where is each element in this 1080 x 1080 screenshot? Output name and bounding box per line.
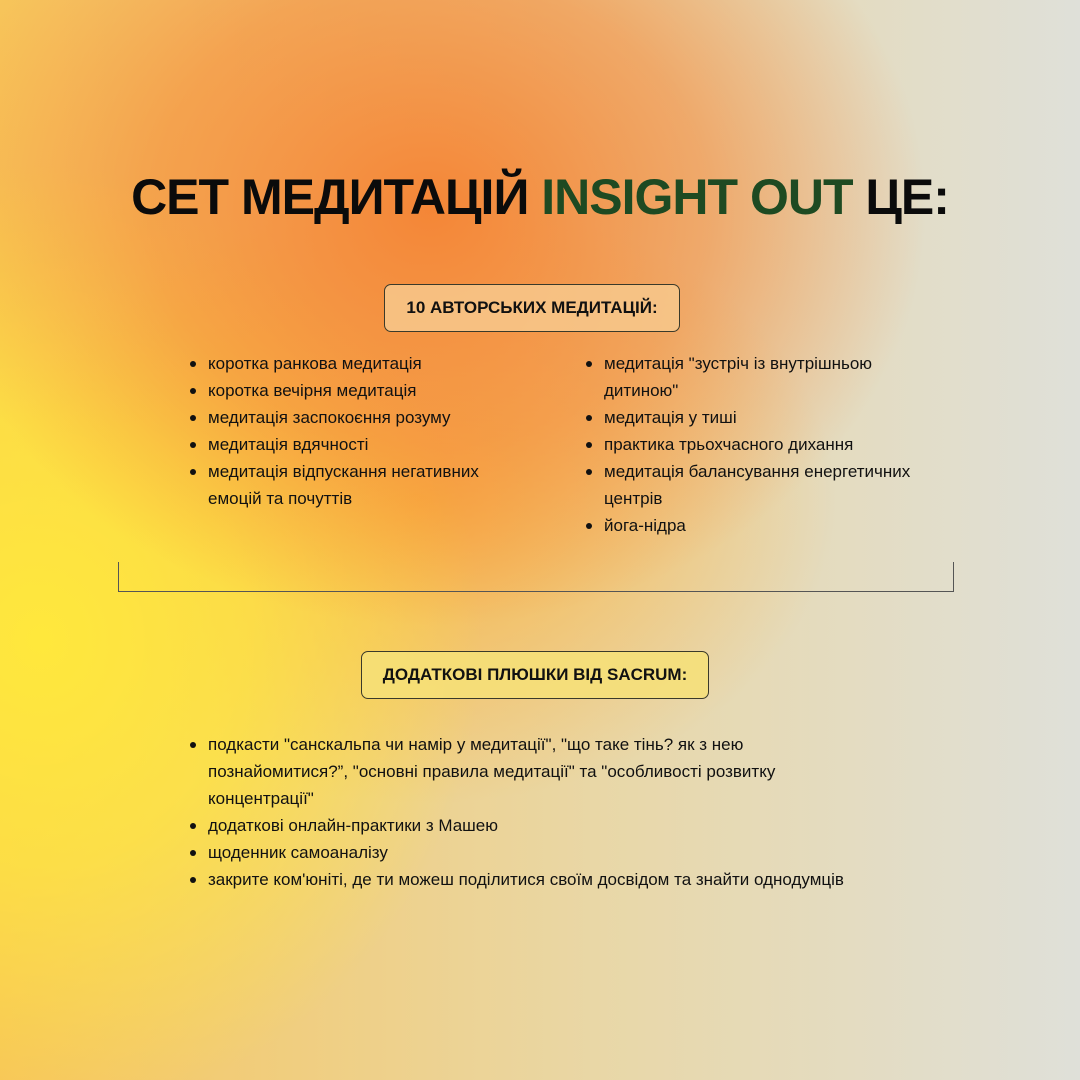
section1-heading: 10 АВТОРСЬКИХ МЕДИТАЦІЙ: xyxy=(406,298,658,317)
list-item: медитація відпускання негативних емоцій та почуттів xyxy=(188,458,528,512)
section-divider xyxy=(118,562,954,592)
meditations-list-right xyxy=(584,350,954,539)
title-part1: СЕТ МЕДИТАЦІЙ xyxy=(131,169,542,225)
meditations-list-left xyxy=(188,350,528,512)
section1-heading-badge xyxy=(384,284,680,332)
section2-heading-badge xyxy=(361,651,709,699)
list-item: коротка ранкова медитація xyxy=(188,350,528,377)
page-title xyxy=(0,168,1080,226)
list-item: додаткові онлайн-практики з Машею xyxy=(188,812,928,839)
extras-list xyxy=(188,731,928,893)
list-item: практика трьохчасного дихання xyxy=(584,431,954,458)
list-item: коротка вечірня медитація xyxy=(188,377,528,404)
list-item: медитація "зустріч із внутрішньою дитиною" xyxy=(584,350,904,404)
list-item: медитація балансування енергетичних центрів xyxy=(584,458,944,512)
list-item: медитація заспокоєння розуму xyxy=(188,404,528,431)
list-item: йога-нідра xyxy=(584,512,954,539)
list-item: подкасти "санскальпа чи намір у медитації", "що таке тінь? як з нею познайомитися?”, "основні правила медитації" та "особливості розвитку концентрації" xyxy=(188,731,848,812)
title-part2: ЦЕ: xyxy=(852,169,949,225)
list-item: медитація у тиші xyxy=(584,404,954,431)
section2-heading: ДОДАТКОВІ ПЛЮШКИ ВІД SACRUM: xyxy=(382,665,688,684)
list-item: медитація вдячності xyxy=(188,431,528,458)
list-item: щоденник самоаналізу xyxy=(188,839,928,866)
title-accent: INSIGHT OUT xyxy=(541,169,853,225)
list-item: закрите ком'юніті, де ти можеш поділитися своїм досвідом та знайти однодумців xyxy=(188,866,928,893)
